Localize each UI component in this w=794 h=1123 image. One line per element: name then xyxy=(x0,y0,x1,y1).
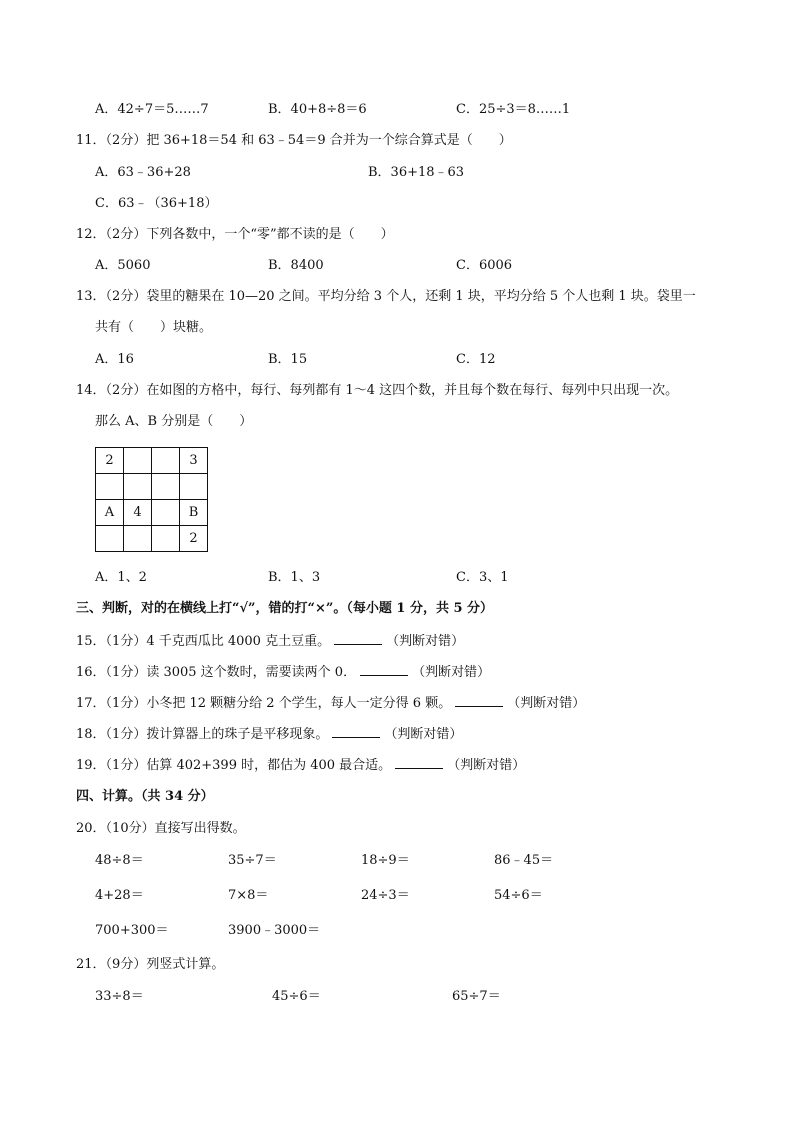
grid-cell: 2 xyxy=(96,448,124,474)
calc-item: 45÷6＝ xyxy=(272,989,321,1004)
grid-row xyxy=(96,474,208,500)
grid-cell: 2 xyxy=(180,526,208,552)
grid-cell: A xyxy=(96,500,124,526)
q14-number-grid xyxy=(95,447,208,552)
q13-option-c: C．12 xyxy=(456,352,496,367)
judge-hint: （判断对错） xyxy=(412,665,491,680)
answer-blank[interactable] xyxy=(360,663,408,676)
grid-cell xyxy=(152,526,180,552)
judge-hint: （判断对错） xyxy=(507,696,586,711)
calc-item: 18÷9＝ xyxy=(361,853,410,868)
grid-cell xyxy=(124,474,152,500)
judge-text: 17．（1分）小冬把 12 颗糖分给 2 个学生，每人一定分得 6 颗。 xyxy=(76,696,452,711)
section-4-title: 四、计算。（共 34 分） xyxy=(76,789,214,804)
grid-row xyxy=(96,448,208,474)
calc-item: 7×8＝ xyxy=(228,888,269,903)
grid-cell xyxy=(124,526,152,552)
q21-stem: 21．（9分）列竖式计算。 xyxy=(76,957,225,972)
q12-option-b: B．8400 xyxy=(268,258,324,273)
calc-item: 54÷6＝ xyxy=(494,888,543,903)
calc-item: 33÷8＝ xyxy=(95,989,144,1004)
calc-item: 4+28＝ xyxy=(95,888,144,903)
grid-cell xyxy=(96,526,124,552)
q14-stem: 14．（2分）在如图的方格中，每行、每列都有 1～4 这四个数，并且每个数在每行、每列中只出现一次。 xyxy=(76,383,679,398)
judge-item-16 xyxy=(76,663,490,682)
grid-cell: B xyxy=(180,500,208,526)
q14-stem-continued: 那么 A、B 分别是（ ） xyxy=(95,414,253,429)
grid-cell xyxy=(152,448,180,474)
grid-row xyxy=(96,526,208,552)
q13-option-b: B．15 xyxy=(268,352,308,367)
grid-row xyxy=(96,500,208,526)
calc-item: 86﹣45＝ xyxy=(494,853,554,868)
judge-hint: （判断对错） xyxy=(386,634,465,649)
answer-blank[interactable] xyxy=(334,632,382,645)
judge-text: 18．（1分）拨计算器上的珠子是平移现象。 xyxy=(76,727,329,742)
q11-option-b: B．36+18﹣63 xyxy=(368,165,465,180)
calc-item: 3900﹣3000＝ xyxy=(228,923,321,938)
grid-cell xyxy=(180,474,208,500)
grid-cell xyxy=(152,500,180,526)
q10-option-b: B．40+8÷8＝6 xyxy=(268,102,367,117)
judge-hint: （判断对错） xyxy=(447,758,526,773)
q11-option-a: A．63﹣36+28 xyxy=(95,165,191,180)
q10-option-a: A．42÷7＝5……7 xyxy=(95,102,209,117)
judge-item-15 xyxy=(76,632,464,651)
grid-cell xyxy=(124,448,152,474)
grid-cell: 3 xyxy=(180,448,208,474)
answer-blank[interactable] xyxy=(395,756,443,769)
q13-stem-continued: 共有（ ）块糖。 xyxy=(95,320,213,335)
q12-stem: 12．（2分）下列各数中，一个“零”都不读的是（ ） xyxy=(76,227,394,242)
q14-option-b: B．1、3 xyxy=(268,570,321,585)
section-3-title: 三、判断，对的在横线上打“√”，错的打“×”。（每小题 1 分，共 5 分） xyxy=(76,601,494,616)
answer-blank[interactable] xyxy=(455,694,503,707)
grid-cell: 4 xyxy=(124,500,152,526)
q11-option-c: C．63﹣（36+18） xyxy=(95,196,218,211)
q12-option-a: A．5060 xyxy=(95,258,151,273)
calc-item: 24÷3＝ xyxy=(361,888,410,903)
calc-item: 48÷8＝ xyxy=(95,853,144,868)
q13-option-a: A．16 xyxy=(95,352,134,367)
calc-item: 700+300＝ xyxy=(95,923,169,938)
q20-stem: 20．（10分）直接写出得数。 xyxy=(76,821,246,836)
judge-text: 19．（1分）估算 402+399 时，都估为 400 最合适。 xyxy=(76,758,392,773)
judge-item-17 xyxy=(76,694,585,713)
q13-stem: 13．（2分）袋里的糖果在 10—20 之间。平均分给 3 个人，还剩 1 块，平均分给 5 个人也剩 1 块。袋里一 xyxy=(76,289,696,304)
q14-option-c: C．3、1 xyxy=(456,570,509,585)
q12-option-c: C．6006 xyxy=(456,258,513,273)
judge-text: 16．（1分）读 3005 这个数时，需要读两个 0． xyxy=(76,665,357,680)
q14-option-a: A．1、2 xyxy=(95,570,147,585)
q10-option-c: C．25÷3＝8……1 xyxy=(456,102,571,117)
q11-stem: 11．（2分）把 36+18＝54 和 63﹣54＝9 合并为一个综合算式是（ ） xyxy=(76,133,512,148)
calc-item: 35÷7＝ xyxy=(228,853,277,868)
judge-text: 15．（1分）4 千克西瓜比 4000 克土豆重。 xyxy=(76,634,331,649)
answer-blank[interactable] xyxy=(332,725,380,738)
judge-item-19 xyxy=(76,756,525,775)
grid-cell xyxy=(96,474,124,500)
grid-cell xyxy=(152,474,180,500)
judge-hint: （判断对错） xyxy=(384,727,463,742)
judge-item-18 xyxy=(76,725,462,744)
calc-item: 65÷7＝ xyxy=(452,989,501,1004)
